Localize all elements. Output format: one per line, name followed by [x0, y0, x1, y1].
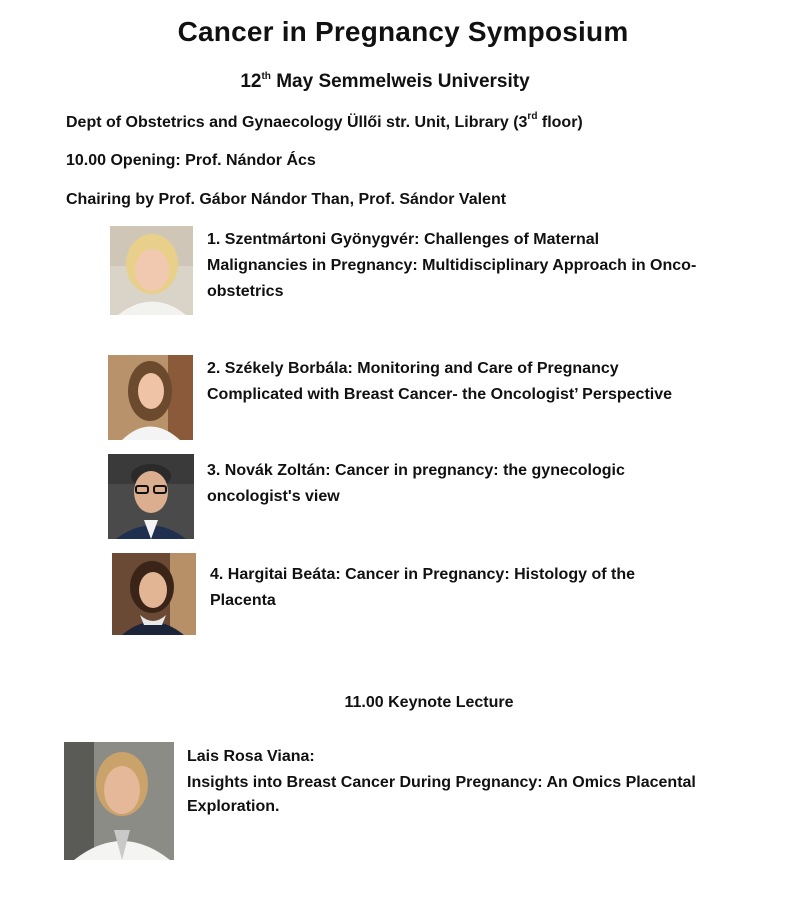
talk-3-text — [207, 458, 625, 510]
talk-1-line-3: obstetrics — [207, 283, 284, 300]
keynote-speaker-photo — [64, 742, 174, 860]
speaker-photo-3 — [108, 454, 194, 539]
talk-2-line-1: 2. Székely Borbála: Monitoring and Care of Pregnancy — [207, 360, 619, 377]
venue-line — [66, 111, 583, 132]
keynote-title-line-2: Exploration. — [187, 798, 280, 815]
event-date-location — [0, 71, 770, 93]
talk-1-text — [207, 227, 696, 305]
talk-4-text — [210, 562, 635, 614]
talk-3-line-2: oncologist's view — [207, 488, 340, 505]
venue-main: Dept of Obstetrics and Gynaecology Üllői str. Unit, Library (3 — [66, 114, 528, 131]
speaker-photo-2 — [108, 355, 193, 440]
talk-4-line-1: 4. Hargitai Beáta: Cancer in Pregnancy: Histology of the — [210, 566, 635, 583]
date-rest: May Semmelweis University — [270, 71, 530, 92]
date-day: 12 — [240, 71, 262, 92]
talk-1-line-2: Malignancies in Pregnancy: Multidisciplinary Approach in Onco- — [207, 257, 697, 274]
chairing-line: Chairing by Prof. Gábor Nándor Than, Prof. Sándor Valent — [66, 191, 507, 208]
keynote-title-line-1: Insights into Breast Cancer During Pregnancy: An Omics Placental — [187, 774, 696, 791]
date-suffix: th — [261, 71, 271, 82]
venue-end: floor) — [537, 114, 583, 131]
speaker-photo-1 — [110, 226, 193, 315]
talk-1-line-1: 1. Szentmártoni Gyönygvér: Challenges of Maternal — [207, 231, 600, 248]
opening-line: 10.00 Opening: Prof. Nándor Ács — [66, 152, 316, 169]
symposium-title: Cancer in Pregnancy Symposium — [177, 16, 629, 47]
talk-3-line-1: 3. Novák Zoltán: Cancer in pregnancy: the gynecologic — [207, 462, 625, 479]
keynote-speaker: Lais Rosa Viana: — [187, 748, 315, 765]
talk-2-text — [207, 356, 672, 408]
speaker-photo-4 — [112, 553, 196, 635]
venue-sup: rd — [527, 111, 538, 122]
talk-2-line-2: Complicated with Breast Cancer- the Oncologist’ Perspective — [207, 386, 673, 403]
keynote-heading: 11.00 Keynote Lecture — [344, 694, 514, 711]
keynote-text — [187, 745, 696, 819]
talk-4-line-2: Placenta — [210, 592, 276, 609]
